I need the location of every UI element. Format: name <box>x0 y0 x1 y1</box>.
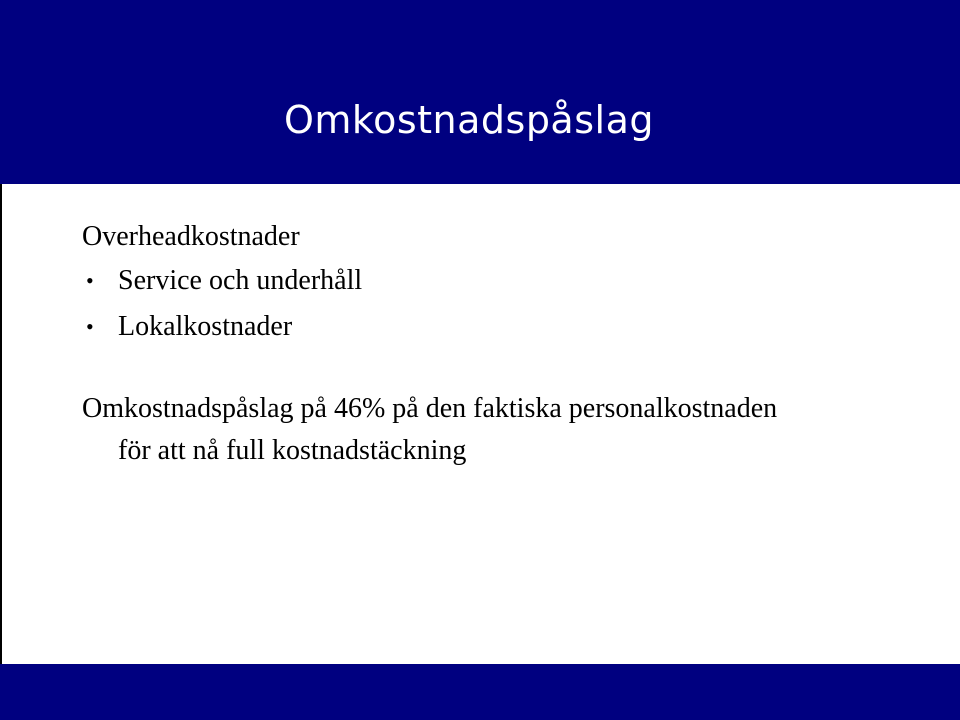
bullet-list <box>82 258 942 350</box>
footer-band <box>0 664 960 720</box>
bullet-item-service <box>82 258 942 304</box>
bullet-text: Lokalkostnader <box>118 311 293 342</box>
slide-content <box>82 216 942 472</box>
slide-title: Omkostnadspåslag <box>284 98 654 142</box>
section-heading: Overheadkostnader <box>82 221 300 252</box>
note-line-1: Omkostnadspåslag på 46% på den faktiska personalkostnaden <box>82 393 778 424</box>
header-band <box>0 0 960 184</box>
bullet-dot-icon: • <box>86 268 94 293</box>
left-border-rule <box>0 184 2 664</box>
bullet-item-lokal <box>82 304 942 350</box>
bullet-text: Service och underhåll <box>118 265 363 296</box>
bullet-dot-icon: • <box>86 314 94 339</box>
note-line-2: för att nå full kostnadstäckning <box>118 435 467 466</box>
markup-note <box>82 388 942 472</box>
